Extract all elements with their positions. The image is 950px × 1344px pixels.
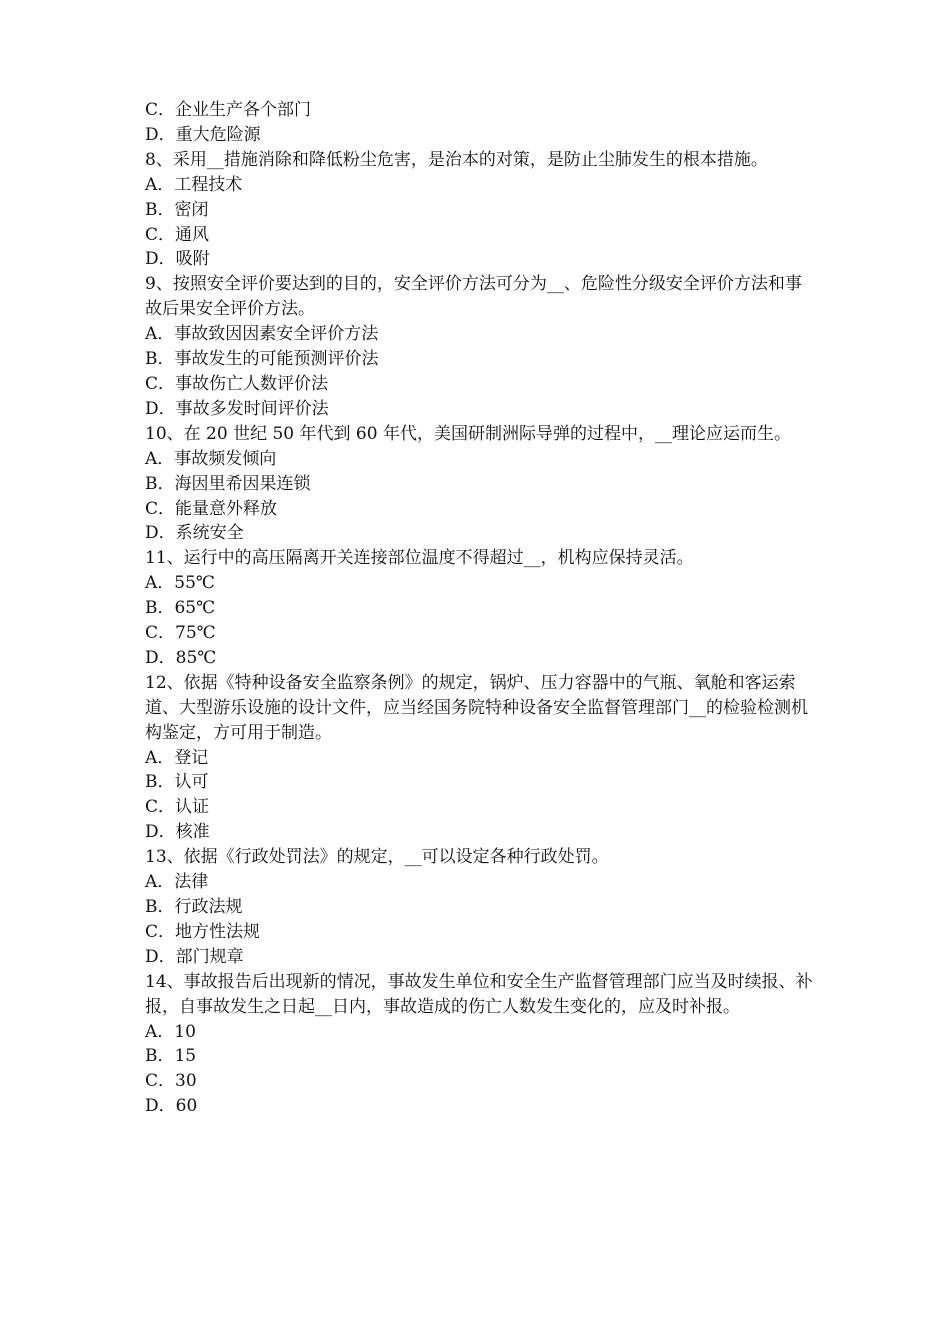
option-a: A．10 [145, 1021, 196, 1042]
option-c: C．30 [145, 1071, 197, 1092]
option-b: B．密闭 [145, 199, 209, 220]
question-8 [145, 148, 815, 273]
question-13 [145, 845, 815, 970]
option-b: B．65℃ [145, 598, 216, 619]
option-d: D．事故多发时间评价法 [145, 398, 329, 419]
question-12 [145, 671, 815, 845]
option-d: D．系统安全 [145, 523, 244, 544]
option-d: D．60 [145, 1096, 198, 1117]
option-b: B．事故发生的可能预测评价法 [145, 349, 379, 370]
question-text: 12、依据《特种设备安全监察条例》的规定，锅炉、压力容器中的气瓶、氧舱和客运索道、大型游乐设施的设计文件，应当经国务院特种设备安全监督管理部门__的检验检测机构鉴定，方可用于制造。 [145, 672, 808, 743]
option-c: C．事故伤亡人数评价法 [145, 373, 329, 394]
option-line: C．企业生产各个部门 [145, 100, 312, 120]
option-d: D．核准 [145, 822, 210, 843]
option-c: C．通风 [145, 224, 210, 245]
question-text: 8、采用__措施消除和降低粉尘危害，是治本的对策，是防止尘肺发生的根本措施。 [145, 149, 768, 170]
document-page [145, 98, 815, 1119]
question-14 [145, 970, 815, 1119]
option-a: A．登记 [145, 747, 209, 768]
option-a: A．法律 [145, 872, 209, 893]
option-a: A．事故致因因素安全评价方法 [145, 324, 379, 345]
option-b: B．认可 [145, 772, 209, 793]
option-a: A．工程技术 [145, 174, 243, 195]
question-text: 11、运行中的高压隔离开关连接部位温度不得超过__，机构应保持灵活。 [145, 548, 694, 569]
option-c: C．地方性法规 [145, 921, 261, 942]
option-d: D．85℃ [145, 647, 217, 668]
option-d: D．吸附 [145, 249, 210, 270]
question-10 [145, 422, 815, 547]
question-9 [145, 272, 815, 421]
question-text: 9、按照安全评价要达到的目的，安全评价方法可分为__、危险性分级安全评价方法和事故后果安全评价方法。 [145, 274, 802, 320]
option-b: B．行政法规 [145, 897, 243, 917]
option-c: C．能量意外释放 [145, 498, 278, 519]
option-c: C．认证 [145, 797, 210, 818]
option-b: B．15 [145, 1046, 197, 1067]
question-11 [145, 546, 815, 671]
option-d: D．部门规章 [145, 946, 244, 967]
question-text: 13、依据《行政处罚法》的规定，__可以设定各种行政处罚。 [145, 847, 609, 868]
option-b: B．海因里希因果连锁 [145, 473, 311, 494]
option-c: C．75℃ [145, 623, 216, 644]
option-a: A．55℃ [145, 573, 215, 594]
option-line: D．重大危险源 [145, 124, 261, 145]
question-text: 14、事故报告后出现新的情况，事故发生单位和安全生产监督管理部门应当及时续报、补报，自事故发生之日起__日内，事故造成的伤亡人数发生变化的，应及时补报。 [145, 971, 813, 1017]
question-text: 10、在 20 世纪 50 年代到 60 年代，美国研制洲际导弹的过程中，__理论应运而生。 [145, 423, 791, 444]
option-a: A．事故频发倾向 [145, 448, 277, 469]
